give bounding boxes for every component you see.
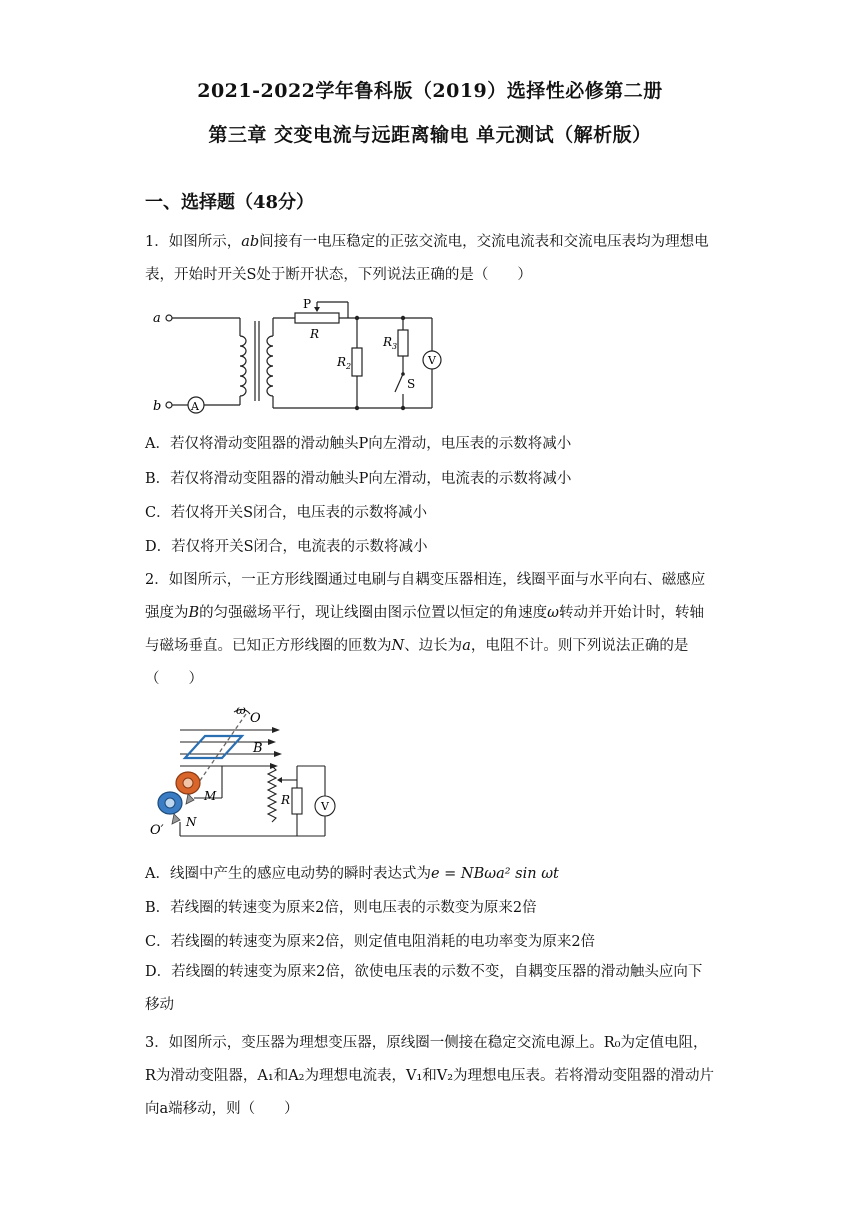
- question-2-stem: 2．如图所示，一正方形线圈通过电刷与自耦变压器相连，线圈平面与水平向右、磁感应强度为B的匀强磁场平行，现让线圈由图示位置以恒定的角速度ω转动并开始计时，转轴与磁场垂直。已知正方形线圈的匝数为N、边长为a，电阻不计。则下列说法正确的是（ ）: [145, 572, 706, 687]
- fig2-label-n: N: [186, 815, 197, 829]
- fig2-label-o-prime: O′: [150, 823, 164, 838]
- fig2-label-o: O: [250, 711, 261, 726]
- section-heading: 一、选择题（48分）: [145, 192, 315, 213]
- q1-option-b: B．若仅将滑动变阻器的滑动触头P向左滑动，电流表的示数将减小: [145, 471, 572, 487]
- question-3-stem: 3．如图所示，变压器为理想变压器，原线圈一侧接在稳定交流电源上。R₀为定值电阻，R为滑动变阻器，A₁和A₂为理想电流表，V₁和V₂为理想电压表。若将滑动变阻器的滑动片向a端移动，则（ ）: [145, 1035, 715, 1117]
- question-2-generator-diagram: [150, 700, 360, 845]
- title-line-1: 2021-2022学年鲁科版（2019）选择性必修第二册: [197, 80, 663, 102]
- fig2-label-r: R: [281, 793, 291, 807]
- fig2-label-omega: ω: [236, 703, 246, 717]
- q1-option-a: A．若仅将滑动变阻器的滑动触头P向左滑动，电压表的示数将减小: [145, 436, 572, 452]
- fig2-label-m: M: [204, 789, 217, 803]
- label-r2: $R_2$: [337, 355, 352, 371]
- label-switch: S: [407, 377, 416, 391]
- q2-option-c: C．若线圈的转速变为原来2倍，则定值电阻消耗的电功率变为原来2倍: [145, 934, 596, 950]
- q2-option-a: A．线圈中产生的感应电动势的瞬时表达式为e = NBωa² sin ωt: [145, 866, 559, 882]
- q2-option-d: D．若线圈的转速变为原来2倍，欲使电压表的示数不变，自耦变压器的滑动触头应向下移动: [145, 964, 703, 1013]
- label-r: R: [310, 327, 320, 341]
- question-1-stem: 1．如图所示，ab间接有一电压稳定的正弦交流电，交流电流表和交流电压表均为理想电表，开始时开关S处于断开状态，下列说法正确的是（ ）: [145, 234, 709, 283]
- fig2-label-b: B: [253, 741, 263, 756]
- ammeter-label: A: [191, 400, 199, 413]
- q1-option-d: D．若仅将开关S闭合，电流表的示数将减小: [145, 539, 428, 555]
- label-b: b: [153, 399, 162, 414]
- fig2-voltmeter-label: V: [321, 800, 329, 813]
- voltmeter-label: V: [428, 354, 436, 367]
- question-1-circuit-diagram: [145, 296, 445, 421]
- q2-option-b: B．若线圈的转速变为原来2倍，则电压表的示数变为原来2倍: [145, 900, 537, 916]
- label-a: a: [153, 311, 161, 326]
- q1-option-c: C．若仅将开关S闭合，电压表的示数将减小: [145, 505, 428, 521]
- emf-formula: e = NBωa² sin ωt: [430, 866, 559, 882]
- label-p: P: [303, 297, 312, 311]
- label-r3: $R_3$: [383, 335, 398, 351]
- title-line-2: 第三章 交变电流与远距离输电 单元测试（解析版）: [208, 124, 652, 146]
